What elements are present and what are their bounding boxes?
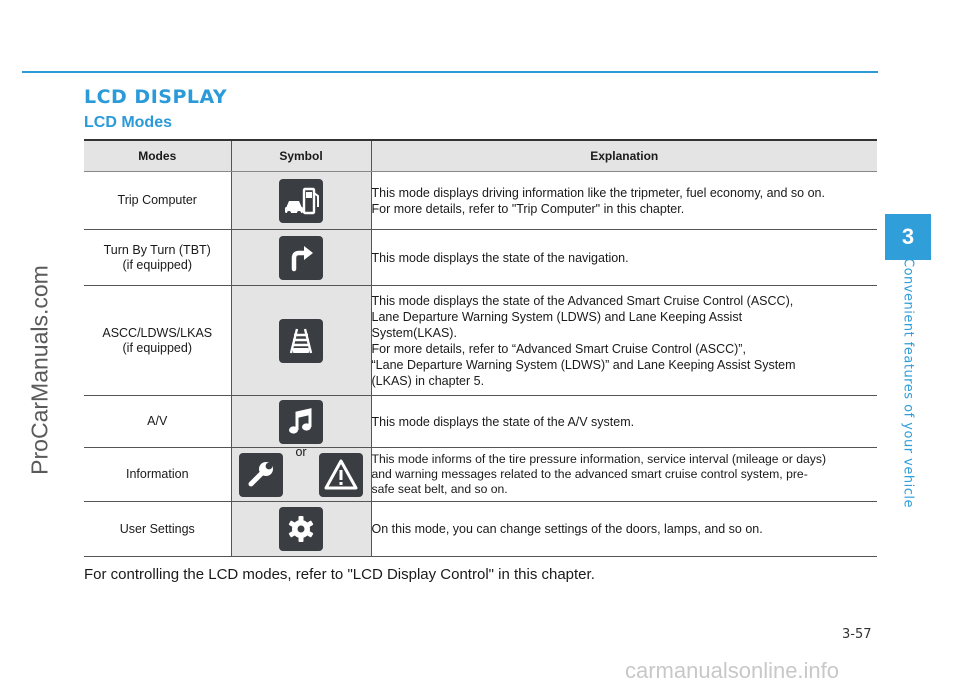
trip-computer-icon xyxy=(279,179,323,223)
footnote: For controlling the LCD modes, refer to "LCD Display Control" in this chapter. xyxy=(84,566,595,583)
explanation-line: This mode displays the state of the Advanced Smart Cruise Control (ASCC), xyxy=(371,293,794,308)
music-note-icon xyxy=(279,400,323,444)
chapter-title xyxy=(893,258,923,508)
subsection-title: LCD Modes xyxy=(84,114,172,131)
table-header-row xyxy=(84,140,877,172)
mode-name: User Settings xyxy=(119,521,195,536)
mode-cell xyxy=(84,448,231,502)
lcd-modes-table xyxy=(84,139,877,557)
explanation-line: “Lane Departure Warning System (LDWS)” and Lane Keeping Assist System xyxy=(371,357,796,372)
table-row-information xyxy=(84,448,877,502)
mode-cell xyxy=(84,396,231,448)
gear-icon xyxy=(279,507,323,551)
turn-arrow-icon xyxy=(279,236,323,280)
lane-assist-icon xyxy=(279,319,323,363)
explanation-cell xyxy=(371,230,877,286)
icon-separator-or: or xyxy=(295,444,307,459)
symbol-cell xyxy=(231,230,371,286)
mode-cell xyxy=(84,172,231,230)
chapter-title-text: Convenient features of your vehicle xyxy=(900,258,916,508)
explanation-line: System(LKAS). xyxy=(371,325,457,340)
explanation-line: This mode displays driving information like the tripmeter, fuel economy, and so on. xyxy=(371,185,825,200)
explanation-cell xyxy=(371,448,877,502)
explanation-line: and warning messages related to the advanced smart cruise control system, pre- xyxy=(371,467,808,481)
explanation-cell xyxy=(371,396,877,448)
table-row-av xyxy=(84,396,877,448)
explanation-line: For more details, refer to "Trip Computer" in this chapter. xyxy=(371,201,685,216)
page-number: 3-57 xyxy=(842,627,872,642)
table-row-trip-computer xyxy=(84,172,877,230)
symbol-cell xyxy=(231,396,371,448)
column-header-modes: Modes xyxy=(84,140,231,172)
explanation-line: This mode displays the state of the A/V system. xyxy=(371,414,635,429)
bottom-watermark: carmanualsonline.info xyxy=(625,658,840,683)
mode-note: (if equipped) xyxy=(122,340,192,355)
mode-name: A/V xyxy=(147,414,168,428)
chapter-number-tab: 3 xyxy=(885,214,931,260)
wrench-icon xyxy=(239,453,283,497)
warning-triangle-icon xyxy=(319,453,363,497)
mode-name: Turn By Turn (TBT) xyxy=(103,242,211,257)
explanation-line: Lane Departure Warning System (LDWS) and Lane Keeping Assist xyxy=(371,309,743,324)
explanation-cell xyxy=(371,172,877,230)
table-row-turn-by-turn xyxy=(84,230,877,286)
mode-name: ASCC/LDWS/LKAS xyxy=(102,325,213,340)
column-header-explanation: Explanation xyxy=(371,140,877,172)
explanation-line: For more details, refer to “Advanced Smart Cruise Control (ASCC)”, xyxy=(371,341,746,356)
mode-cell xyxy=(84,230,231,286)
symbol-cell xyxy=(231,286,371,396)
table-row-user-settings xyxy=(84,502,877,557)
mode-note: (if equipped) xyxy=(122,257,192,272)
symbol-cell xyxy=(231,444,371,502)
explanation-line: safe seat belt, and so on. xyxy=(371,482,508,496)
explanation-cell xyxy=(371,286,877,396)
explanation-line: (LKAS) in chapter 5. xyxy=(371,373,485,388)
column-header-symbol: Symbol xyxy=(231,140,371,172)
mode-cell xyxy=(84,286,231,396)
top-rule xyxy=(22,71,878,73)
symbol-cell xyxy=(231,172,371,230)
section-title: LCD DISPLAY xyxy=(84,86,228,108)
symbol-cell xyxy=(231,502,371,557)
left-watermark xyxy=(20,230,60,510)
mode-cell xyxy=(84,502,231,557)
explanation-line: This mode informs of the tire pressure information, service interval (mileage or days) xyxy=(371,452,826,466)
left-watermark-text: ProCarManuals.com xyxy=(26,265,53,475)
mode-name: Information xyxy=(125,467,189,481)
explanation-line: This mode displays the state of the navigation. xyxy=(371,250,629,265)
mode-name: Trip Computer xyxy=(117,193,197,207)
explanation-line: On this mode, you can change settings of the doors, lamps, and so on. xyxy=(371,522,763,536)
table-row-ascc-ldws-lkas xyxy=(84,286,877,396)
explanation-cell xyxy=(371,502,877,557)
